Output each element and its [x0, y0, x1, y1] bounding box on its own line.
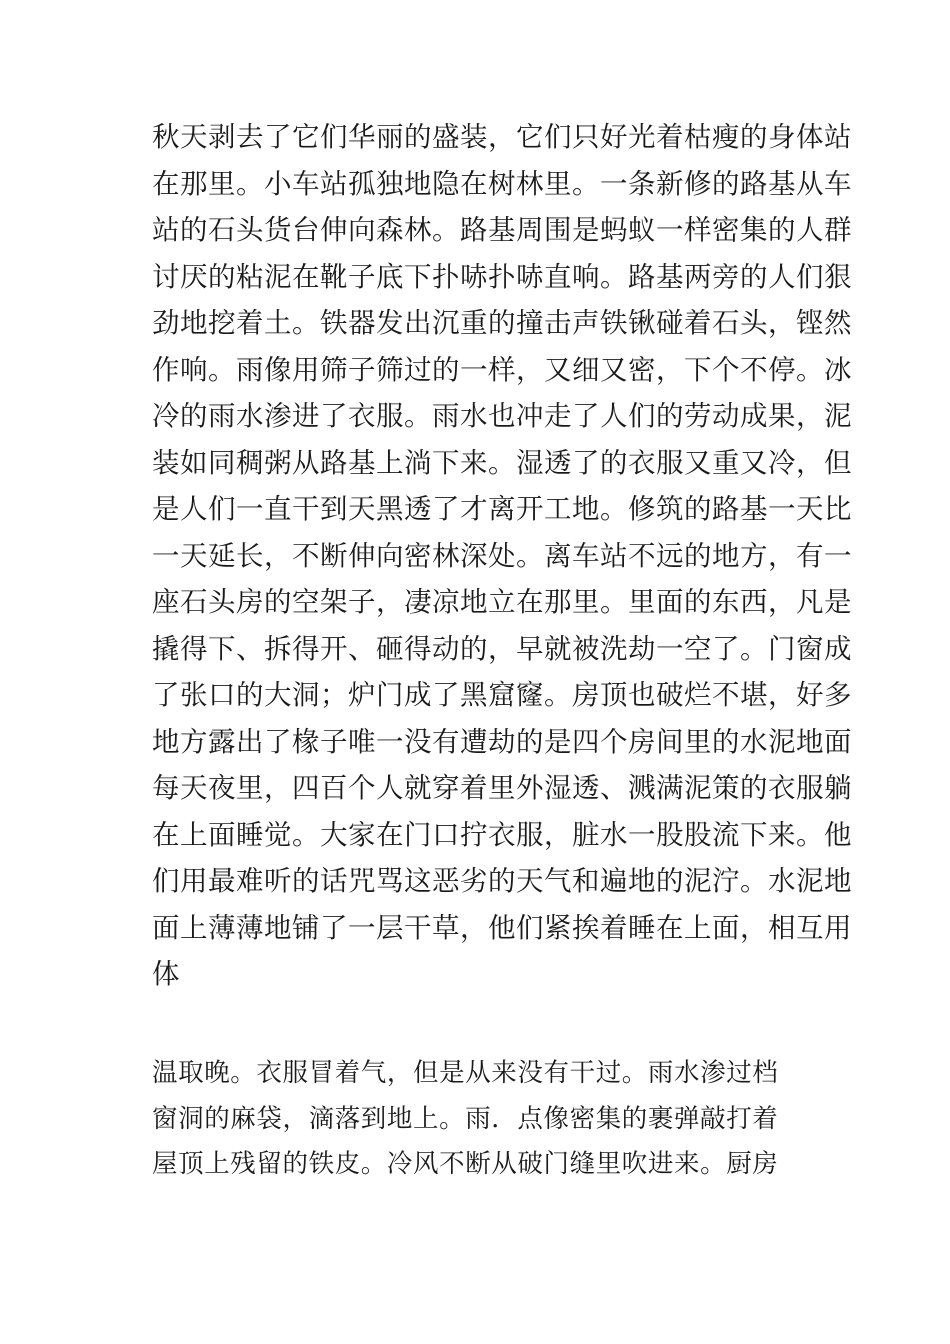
text-line: 温取晚。衣服冒着气，但是从来没有干过。雨水渗过档	[152, 1058, 779, 1088]
paragraph-2	[152, 1051, 778, 1188]
text-line: 了张口的大洞；炉门成了黑窟窿。房顶也破烂不堪，好多	[152, 679, 852, 711]
text-line: 秋天剥去了它们华丽的盛装，它们只好光着枯瘦的身体站	[152, 121, 852, 153]
text-line: 每天夜里，四百个人就穿着里外湿透、溅满泥策的衣服躺	[152, 772, 852, 804]
text-line: 在那里。小车站孤独地隐在树林里。一条新修的路基从车	[152, 167, 852, 200]
text-line: 是人们一直干到天黑透了才离开工地。修筑的路基一天比	[152, 493, 852, 525]
text-line: 劲地挖着土。铁器发出沉重的撞击声铁锹碰着石头，铿然	[152, 307, 852, 339]
text-line: 一天延长，不断伸向密林深处。离车站不远的地方，有一	[152, 539, 852, 572]
text-line: 窗洞的麻袋，滴落到地上。雨．点像密集的裹弹敲打着	[152, 1103, 779, 1134]
text-line: 屋顶上残留的铁皮。冷风不断从破门缝里吹进来。厨房	[152, 1149, 779, 1179]
text-line: 作响。雨像用筛子筛过的一样，又细又密，下个不停。冰	[152, 353, 852, 386]
text-line: 冷的雨水渗进了衣服。雨水也冲走了人们的劳动成果，泥	[152, 400, 852, 432]
text-line: 座石头房的空架子，凄凉地立在那里。里面的东西，凡是	[152, 586, 852, 618]
text-line: 站的石头货台伸向森林。路基周围是蚂蚁一样密集的人群	[152, 214, 852, 246]
text-line: 撬得下、拆得开、砸得动的，早就被洗劫一空了。门窗成	[152, 632, 852, 665]
text-line: 在上面睡觉。大家在门口拧衣服，脏水一股股流下来。他	[152, 818, 852, 851]
text-line: 体	[152, 958, 180, 990]
text-line: 讨厌的粘泥在靴子底下扑哧扑哧直响。路基两旁的人们狠	[152, 260, 852, 293]
text-line: 装如同稠粥从路基上淌下来。湿透了的衣服又重又冷，但	[152, 446, 852, 479]
text-line: 们用最难听的话咒骂这恶劣的天气和遍地的泥泞。水泥地	[152, 865, 852, 897]
paragraph-1	[152, 114, 852, 998]
text-line: 地方露出了椽子唯一没有遭劫的是四个房间里的水泥地面	[152, 725, 852, 758]
text-line: 面上薄薄地铺了一层干草，他们紧挨着睡在上面，相互用	[152, 911, 852, 944]
